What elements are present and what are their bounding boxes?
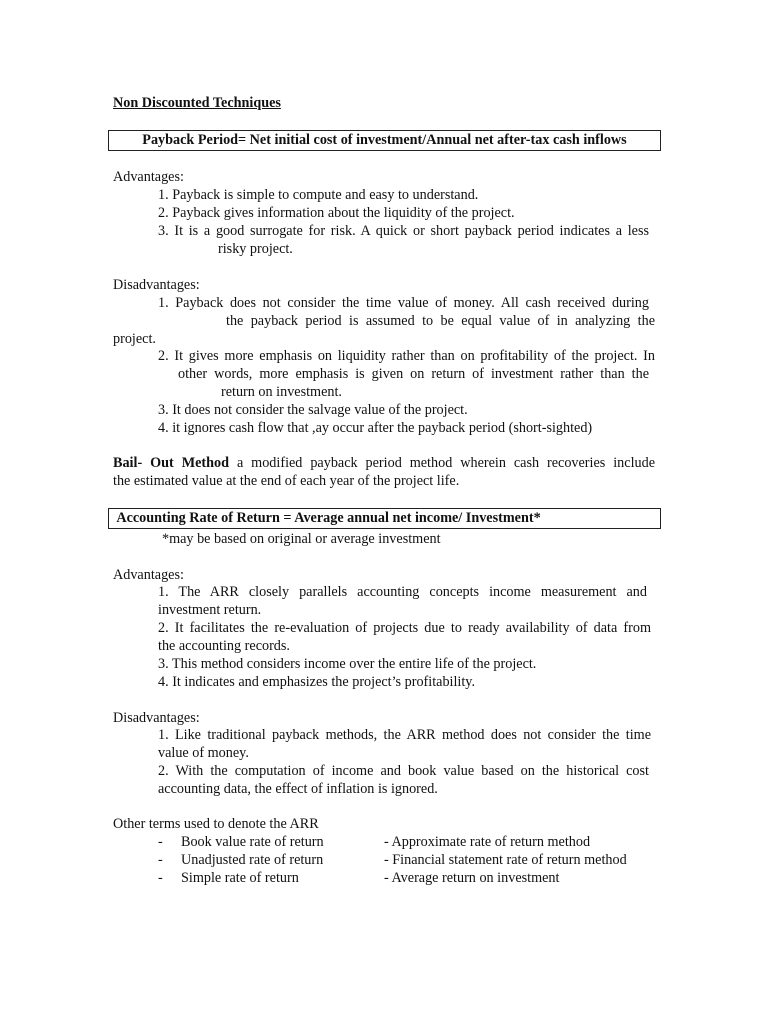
payback-dis-item: 2. It gives more emphasis on liquidity rather than on profitability of the project. In	[158, 348, 655, 364]
other-terms-dash: -	[158, 834, 163, 850]
arr-adv-item: 4. It indicates and emphasizes the project’s profitability.	[158, 674, 476, 690]
payback-dis-item: 4. it ignores cash flow that ,ay occur after the payback period (short-sighted)	[158, 420, 593, 436]
arr-adv-item: 1. The ARR closely parallels accounting concepts income measurement and	[158, 584, 647, 600]
arr-dis-item-cont: value of money.	[158, 745, 249, 761]
other-terms-left: Simple rate of return	[181, 870, 299, 886]
arr-formula: Accounting Rate of Return = Average annual net income/ Investment*	[116, 510, 541, 526]
payback-adv-item: 1. Payback is simple to compute and easy to understand.	[158, 187, 479, 203]
bailout-term: Bail- Out Method	[113, 455, 229, 471]
arr-dis-item-cont: accounting data, the effect of inflation is ignored.	[158, 781, 438, 797]
other-terms-right: - Approximate rate of return method	[384, 834, 591, 850]
other-terms-dash: -	[158, 852, 163, 868]
arr-formula-box	[108, 508, 661, 529]
payback-dis-item: 3. It does not consider the salvage value of the project.	[158, 402, 468, 418]
other-terms-heading: Other terms used to denote the ARR	[113, 816, 319, 832]
arr-adv-item: 2. It facilitates the re-evaluation of projects due to ready availability of data from	[158, 620, 651, 636]
payback-dis-item-cont: other words, more emphasis is given on return of investment rather than the	[178, 366, 649, 382]
arr-advantages-heading: Advantages:	[113, 567, 184, 583]
bailout-definition: a modified payback period method wherein cash recoveries include	[236, 455, 655, 471]
arr-disadvantages-heading: Disadvantages:	[113, 710, 200, 726]
arr-adv-item-cont: investment return.	[158, 602, 262, 618]
arr-footnote: *may be based on original or average investment	[162, 531, 441, 547]
payback-dis-item-cont: return on investment.	[221, 384, 342, 400]
bailout-paragraph	[113, 454, 655, 472]
payback-dis-item-cont: project.	[113, 331, 156, 347]
page-title: Non Discounted Techniques	[113, 95, 281, 111]
other-terms-left: Unadjusted rate of return	[181, 852, 324, 868]
payback-dis-item-cont: the payback period is assumed to be equal value of in analyzing the	[226, 313, 655, 329]
payback-formula-box: Payback Period= Net initial cost of investment/Annual net after-tax cash inflows	[108, 130, 661, 151]
payback-advantages-heading: Advantages:	[113, 169, 184, 185]
payback-adv-item: 2. Payback gives information about the liquidity of the project.	[158, 205, 515, 221]
payback-adv-item-cont: risky project.	[218, 241, 293, 257]
arr-dis-item: 2. With the computation of income and book value based on the historical cost	[158, 763, 649, 779]
payback-adv-item: 3. It is a good surrogate for risk. A quick or short payback period indicates a less	[158, 223, 649, 239]
other-terms-left: Book value rate of return	[181, 834, 324, 850]
bailout-paragraph-cont: the estimated value at the end of each year of the project life.	[113, 473, 460, 489]
arr-adv-item: 3. This method considers income over the entire life of the project.	[158, 656, 537, 672]
other-terms-dash: -	[158, 870, 163, 886]
arr-adv-item-cont: the accounting records.	[158, 638, 290, 654]
other-terms-right: - Average return on investment	[384, 870, 560, 886]
payback-dis-item: 1. Payback does not consider the time value of money. All cash received during	[158, 295, 649, 311]
other-terms-right: - Financial statement rate of return method	[384, 852, 627, 868]
payback-disadvantages-heading: Disadvantages:	[113, 277, 200, 293]
arr-dis-item: 1. Like traditional payback methods, the ARR method does not consider the time	[158, 727, 651, 743]
